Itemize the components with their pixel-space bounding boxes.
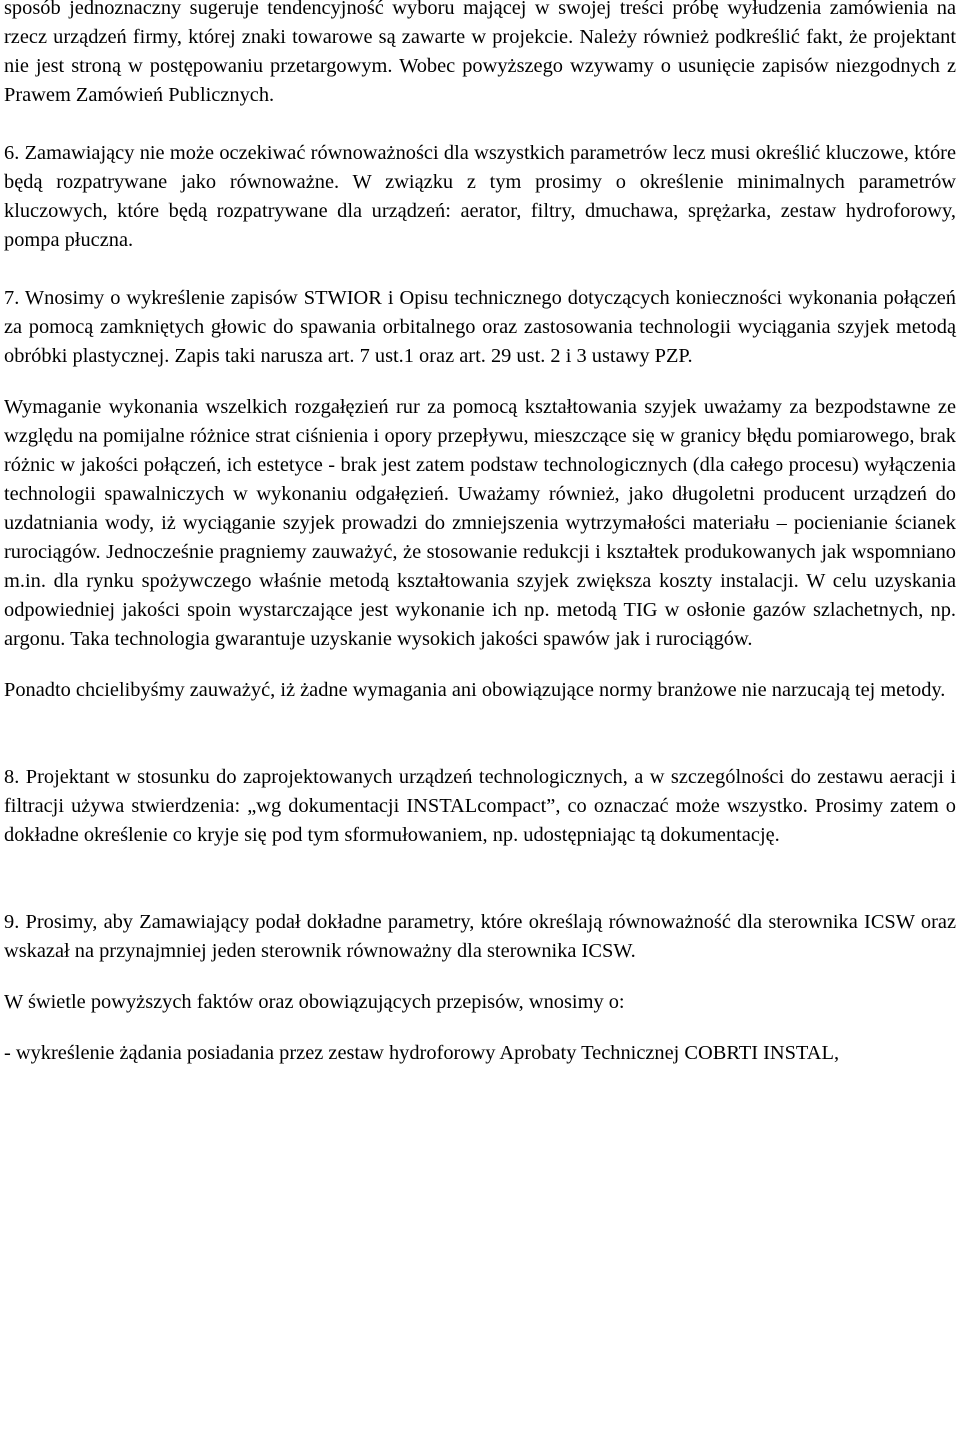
paragraph-spacer: [4, 966, 956, 988]
paragraph-spacer: [4, 255, 956, 284]
paragraph-industry-norms: Ponadto chcielibyśmy zauważyć, iż żadne wymagania ani obowiązujące normy branżowe nie narzucają tej metody.: [4, 679, 946, 701]
paragraph-spacer: [4, 110, 956, 139]
paragraph-spacer: [4, 654, 956, 676]
paragraph-spacer: [4, 371, 956, 393]
paragraph-request-item: - wykreślenie żądania posiadania przez zestaw hydroforowy Aprobaty Technicznej COBRTI INSTAL,: [4, 1042, 840, 1064]
paragraph-requests-intro: W świetle powyższych faktów oraz obowiązujących przepisów, wnosimy o:: [4, 991, 625, 1013]
paragraph-point-6: 6. Zamawiający nie może oczekiwać równoważności dla wszystkich parametrów lecz musi określić kluczowe, które będą rozpatrywane jako równoważne. W związku z tym prosimy o określenie minimalnych parametrów kluczowych, które będą rozpatrywane dla urządzeń: aerator, filtry, dmuchawa, sprężarka, zestaw hydroforowy, pompa płuczna.: [4, 142, 956, 251]
paragraph-pipe-branches: Wymaganie wykonania wszelkich rozgałęzień rur za pomocą kształtowania szyjek uważamy za bezpodstawne ze względu na pomijalne różnice strat ciśnienia i opory przepływu, mieszczące się w granicy błędu pomiarowego, brak różnic w jakości połączeń, ich estetyce - brak jest zatem podstaw technologicznych (dla całego procesu) wyłączenia technologii spawalniczych w wykonaniu odgałęzień. Uważamy również, jako długoletni producent urządzeń do uzdatniania wody, iż wyciąganie szyjek prowadzi do zmniejszenia wytrzymałości materiału – pocienianie ścianek rurociągów. Jednocześnie pragniemy zauważyć, że stosowanie redukcji i kształtek produkowanych jak wspomniano m.in. dla rynku spożywczego właśnie metodą kształtowania szyjek zwiększa koszty instalacji. W celu uzyskania odpowiedniej jakości spoin wystarczające jest wykonanie ich np. metodą TIG w osłonie gazów szlachetnych, np. argonu. Taka technologia gwarantuje uzyskanie wysokich jakości spawów jak i rurociągów.: [4, 396, 956, 650]
paragraph-point-7: 7. Wnosimy o wykreślenie zapisów STWIOR i Opisu technicznego dotyczących konieczności wykonania połączeń za pomocą zamkniętych głowic do spawania orbitalnego oraz zastosowania technologii wyciągania szyjek metodą obróbki plastycznej. Zapis taki narusza art. 7 ust.1 oraz art. 29 ust. 2 i 3 ustawy PZP.: [4, 287, 956, 367]
paragraph-intro: sposób jednoznaczny sugeruje tendencyjność wyboru mającej w swojej treści próbę wyłudzenia zamówienia na rzecz urządzeń firmy, której znaki towarowe są zawarte w projekcie. Należy również podkreślić fakt, że projektant nie jest stroną w postępowaniu przetargowym. Wobec powyższego wzywamy o usunięcie zapisów niezgodnych z Prawem Zamówień Publicznych.: [4, 0, 956, 106]
paragraph-point-9: 9. Prosimy, aby Zamawiający podał dokładne parametry, które określają równoważność dla sterownika ICSW oraz wskazał na przynajmniej jeden sterownik równoważny dla sterownika ICSW.: [4, 911, 956, 962]
paragraph-spacer: [4, 1017, 956, 1039]
document-page: [4, 0, 956, 1068]
paragraph-point-8: 8. Projektant w stosunku do zaprojektowanych urządzeń technologicznych, a w szczególności do zestawu aeracji i filtracji używa stwierdzenia: „wg dokumentacji INSTALcompact”, co oznaczać może wszystko. Prosimy zatem o dokładne określenie co kryje się pod tym sformułowaniem, np. udostępniając tą dokumentację.: [4, 766, 956, 846]
paragraph-spacer: [4, 850, 956, 908]
paragraph-spacer: [4, 705, 956, 763]
